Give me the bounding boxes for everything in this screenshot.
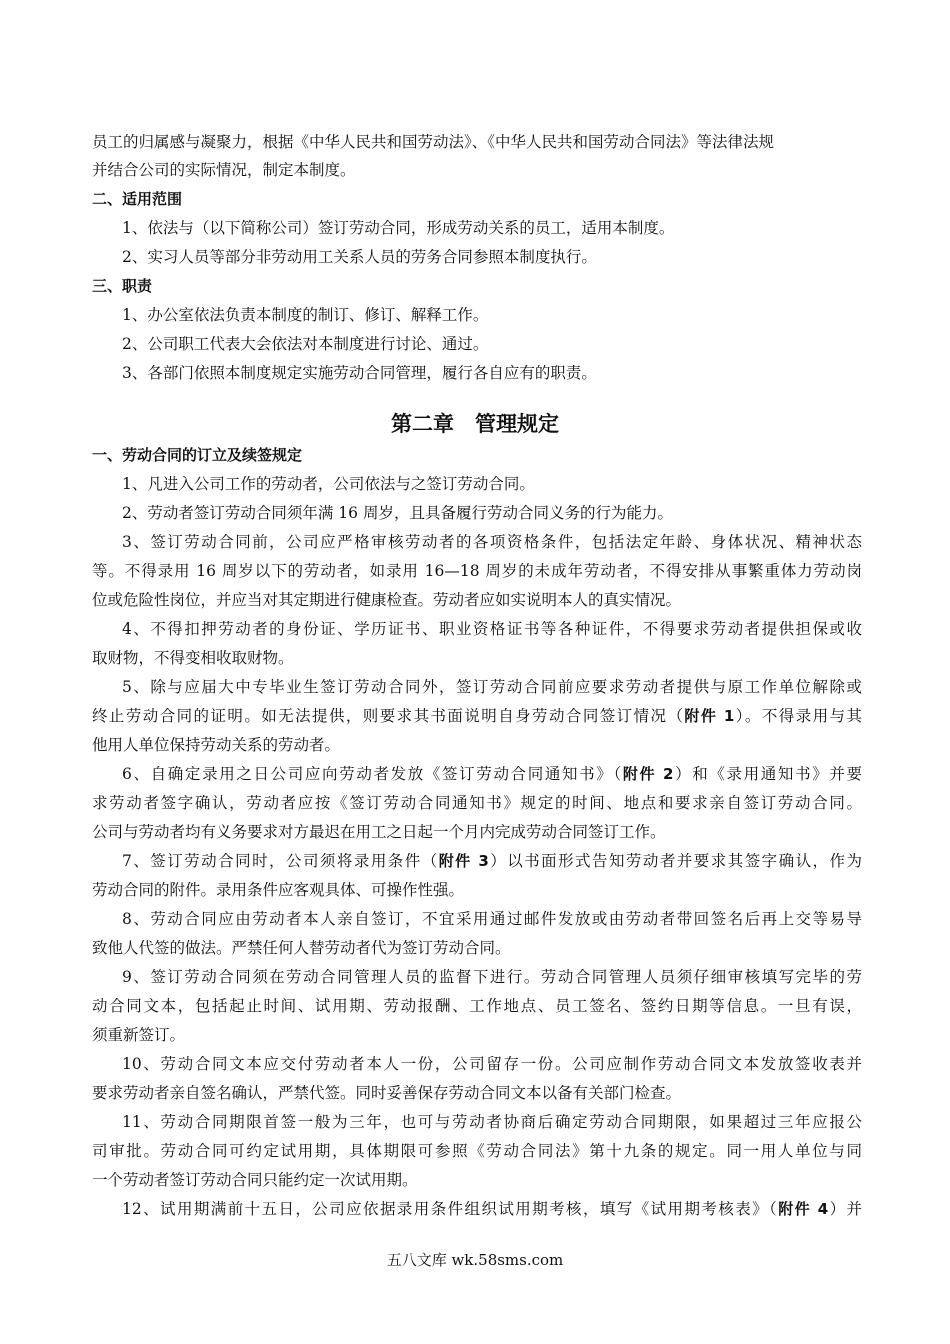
list-item: 1、依法与（以下简称公司）签订劳动合同，形成劳动关系的员工，适用本制度。 [122,219,675,237]
paragraph: 8、劳动合同应由劳动者本人亲自签订，不宜采用通过邮件发放或由劳动者带回签名后再上交等易导 [122,910,862,928]
intro-text: 员工的归属感与凝聚力，根据《中华人民共和国劳动法》、《中华人民共和国劳动合同法》等法律法规 [92,133,775,151]
text-run: ）和《录用通知书》并要 [673,765,862,783]
text-run: 6、自确定录用之日公司应向劳动者发放《签订劳动合同通知书》（ [122,765,623,783]
list-item: 3、各部门依照本制度规定实施劳动合同管理，履行各自应有的职责。 [122,364,597,382]
paragraph: 3、签订劳动合同前，公司应严格审核劳动者的各项资格条件，包括法定年龄、身体状况、精神状态 [122,533,862,551]
section-heading: 一、劳动合同的订立及续签规定 [92,446,303,464]
text-run: 终止劳动合同的证明。如无法提供，则要求其书面说明自身劳动合同签订情况（ [92,707,685,725]
chapter-title: 第二章 管理规定 [391,412,559,436]
paragraph: 11、劳动合同期限首签一般为三年，也可与劳动者协商后确定劳动合同期限，如果超过三年应报公 [122,1113,862,1131]
paragraph [92,706,862,726]
paragraph: 等。不得录用 16 周岁以下的劳动者，如录用 16—18 周岁的未成年劳动者，不得安排从事繁重体力劳动岗 [92,562,862,580]
list-item: 2、实习人员等部分非劳动用工关系人员的劳务合同参照本制度执行。 [122,248,597,266]
paragraph: 要求劳动者亲自签名确认，严禁代签。同时妥善保存劳动合同文本以备有关部门检查。 [92,1084,682,1102]
paragraph [122,851,862,871]
paragraph [122,1199,862,1219]
section-heading: 二、适用范围 [92,190,183,208]
paragraph: 4、不得扣押劳动者的身份证、学历证书、职业资格证书等各种证件，不得要求劳动者提供担保或收 [122,620,862,638]
paragraph: 9、签订劳动合同须在劳动合同管理人员的监督下进行。劳动合同管理人员须仔细审核填写完毕的劳 [122,968,862,986]
paragraph: 10、劳动合同文本应交付劳动者本人一份，公司留存一份。公司应制作劳动合同文本发放签收表并 [122,1055,862,1073]
list-item: 2、公司职工代表大会依法对本制度进行讨论、通过。 [122,335,489,353]
paragraph: 1、凡进入公司工作的劳动者，公司依法与之签订劳动合同。 [122,475,535,493]
page-footer: 五八文库 wk.58sms.com [386,1251,564,1269]
paragraph [122,764,862,784]
text-run: ）。不得录用与其 [734,707,862,725]
paragraph: 一个劳动者签订劳动合同只能约定一次试用期。 [92,1171,418,1189]
paragraph: 须重新签订。 [92,1026,186,1044]
attachment-ref: 附件 2 [622,765,674,783]
paragraph: 司审批。劳动合同可约定试用期，具体期限可参照《劳动合同法》第十九条的规定。同一用人单位与同 [92,1142,862,1160]
paragraph: 5、除与应届大中专毕业生签订劳动合同外，签订劳动合同前应要求劳动者提供与原工作单位解除或 [122,678,862,696]
paragraph: 公司与劳动者均有义务要求对方最迟在用工之日起一个月内完成劳动合同签订工作。 [92,823,666,841]
attachment-ref: 附件 3 [438,852,489,870]
attachment-ref: 附件 1 [684,707,735,725]
paragraph: 致他人代签的做法。严禁任何人替劳动者代为签订劳动合同。 [92,939,511,957]
paragraph: 位或危险性岗位，并应当对其定期进行健康检查。劳动者应如实说明本人的真实情况。 [92,591,682,609]
text-run: ）并 [828,1200,862,1218]
paragraph: 劳动合同的附件。录用条件应客观具体、可操作性强。 [92,881,465,899]
paragraph: 取财物，不得变相收取财物。 [92,649,294,667]
text-run: 12、试用期满前十五日，公司应依据录用条件组织试用期考核，填写《试用期考核表》（ [122,1200,779,1218]
paragraph: 动合同文本，包括起止时间、试用期、劳动报酬、工作地点、员工签名、签约日期等信息。一旦有误， [92,997,862,1015]
paragraph: 求劳动者签字确认，劳动者应按《签订劳动合同通知书》规定的时间、地点和要求亲自签订劳动合同。 [92,794,862,812]
text-run: ）以书面形式告知劳动者并要求其签字确认，作为 [488,852,862,870]
list-item: 1、办公室依法负责本制度的制订、修订、解释工作。 [122,306,489,324]
section-heading: 三、职责 [92,277,153,295]
paragraph: 他用人单位保持劳动关系的劳动者。 [92,736,341,754]
text-run: 7、签订劳动合同时，公司须将录用条件（ [122,852,439,870]
intro-text: 并结合公司的实际情况，制定本制度。 [92,161,356,179]
paragraph: 2、劳动者签订劳动合同须年满 16 周岁，且具备履行劳动合同义务的行为能力。 [122,504,673,522]
attachment-ref: 附件 4 [778,1200,829,1218]
